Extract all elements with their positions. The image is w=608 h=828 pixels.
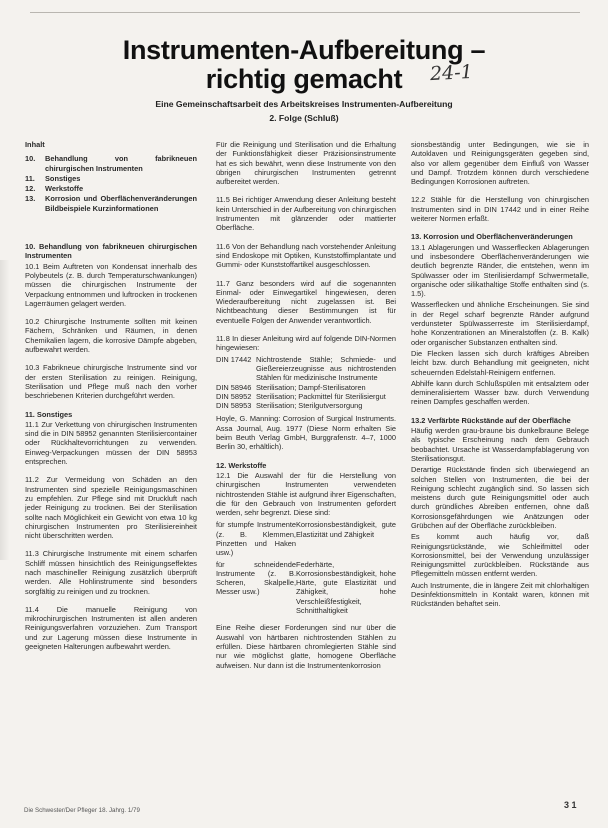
paragraph: 11.6 Von der Behandlung nach vorstehender Anleitung sind Endoskope mit Optiken, Kunststoffimplantate und Gummi- oder Kunststoffartikel ausgeschlossen.	[216, 241, 396, 270]
din-text: Sterilisation; Packmittel für Sterilisiergut	[256, 391, 386, 401]
toc-text: Korrosion und Oberflächenveränderungen Bildbeispiele Kurzinformationen	[45, 194, 197, 213]
toc-number: 11.	[25, 173, 35, 183]
paragraph: Auch Instrumente, die in längere Zeit mit chlorhaltigen Desinfektionsmitteln in Kontakt waren, können mit Rückständen behaftet sein.	[411, 580, 589, 609]
column-2	[216, 140, 396, 679]
paragraph: Die Flecken lassen sich durch kräftiges Abreiben leicht bzw. durch Behandlung mit geeigneten, nicht scheuernden Edelstahl-Reinigern entfernen.	[411, 348, 589, 377]
paragraph: 11.5 Bei richtiger Anwendung dieser Anleitung besteht kein Unterschied in der Aufbereitung von chirurgischen Instrumenten mit glänzender oder mattierter Oberfläche.	[216, 195, 396, 233]
footer-citation: Die Schwester/Der Pfleger 18. Jahrg. 1/79	[24, 807, 140, 814]
article-title	[0, 36, 608, 94]
paragraph: Wasserflecken und ähnliche Erscheinungen. Sie sind in der Regel scharf begrenzte Ränder aufgrund verdunsteter Spülwasserreste im Sterilisierdampf, hohe Konzentrationen an Mineralstoffen (z. B. Kalk) oder organischer Substanzen enthalten sind.	[411, 300, 589, 347]
din-number: DIN 58946	[216, 382, 252, 392]
toc-item	[25, 184, 197, 193]
paragraph: Abhilfe kann durch Schlußspülen mit entsalztem oder demineralisiertem Wasser bzw. durch Verwendung reinen Dampfes geschaffen werden.	[411, 378, 589, 407]
section-12-heading: 12. Werkstoffe	[216, 460, 267, 470]
title-line-1: Instrumenten-Aufbereitung –	[122, 35, 486, 65]
scan-shadow	[0, 260, 10, 560]
spacer	[25, 214, 197, 242]
paragraph: 11.2 Zur Vermeidung von Schäden an den Instrumenten sind spezielle Reinigungsmaschinen zu empfehlen. Zur Pflege sind mit Druckluft nach jeder Reinigung zu trocknen. Bei der Sterilisation sollte nach Möglichkeit ein Gewicht von etwa 10 kg chirurgischen Instrumenten pro Sterilisiereinheit nicht überschritten werden.	[25, 475, 197, 541]
paragraph: 11.3 Chirurgische Instrumente mit einem scharfen Schliff müssen hinsichtlich des Reinigungseffektes nach maschineller Reinigung zusätzlich überprüft werden. Alle Hohlinstrumente sind besonders sorgfältig zu reinigen und zu trocknen.	[25, 549, 197, 596]
paragraph: Eine Reihe dieser Forderungen sind nur über die Auswahl von härtbaren nichtrostenden Stählen zu erfüllen. Diese härtbaren chromlegierten Stähle sind nur wie möglichst glatte, homogene Oberfläche aufweisen. Nur dann ist die Instrumentenkorrosion	[216, 623, 396, 670]
requirement-definition: Federhärte, Korrosionsbeständigkeit, hohe Härte, gute Elastizität und Zähigkeit, hohe Verschleißfestigkeit, Schnitthaltigkeit	[296, 559, 396, 616]
paragraph: Hoyle, G. Manning: Corrosion of Surgical Instruments. Assa Journal, Aug. 1977 (Diese Norm erhalten Sie beim Beuth Verlag GmbH, Burggrafenstr. 4–7, 1000 Berlin 30, erhältlich).	[216, 414, 396, 452]
section-10-heading: 10. Behandlung von fabrikneuen chirurgischen Instrumenten	[25, 242, 197, 261]
paragraph: 10.1 Beim Auftreten von Kondensat innerhalb des Polybeutels (z. B. durch Temperaturschwankungen) müssen die chirurgischen Instrumente der Verpackung entnommen und luftrocken in trockenen Lagerräumen gelagert werden.	[25, 261, 197, 308]
toc-item	[25, 174, 197, 183]
paragraph: 11.7 Ganz besonders wird auf die sogenannten Einmal- oder Einwegartikel hingewiesen, deren Wiederaufbereitung nicht zugelassen ist. Bei Nichtbeachtung dieser Bestimmungen ist für eventuelle Folgen der Anwender verantwortlich.	[216, 278, 396, 325]
title-line-2: richtig gemacht	[205, 64, 403, 94]
din-text: Sterilisation; Dampf-Sterilisatoren	[256, 382, 366, 392]
din-text: Nichtrostende Stähle; Schmiede- und Gießereierzeugnisse aus nichtrostenden Stählen für medizinische Instrumente	[256, 354, 396, 383]
paragraph: 11.4 Die manuelle Reinigung von mikrochirurgischen Instrumenten ist allen anderen Reinigungsverfahren vorzuziehen. Zum Transport und zur Lagerung müssen diese Instrumente in geeigneten Halterungen aufbewahrt werden.	[25, 604, 197, 652]
din-row	[216, 392, 396, 401]
paragraph: 11.8 In dieser Anleitung wird auf folgende DIN-Normen hingewiesen:	[216, 334, 396, 353]
requirement-term: für stumpfe Instrumente (z. B. Klemmen, Pinzetten und Haken usw.)	[216, 520, 296, 558]
paragraph: 11.1 Zur Verkettung von chirurgischen Instrumenten sind die in DIN 58952 genannten Sterilisiercontainer oder Rückhaltevorrichtungen zu verwenden. Einweg-Verpackungen müssen der DIN 58953 entsprechen.	[25, 419, 197, 467]
paragraph: sionsbeständig unter Bedingungen, wie sie in Autoklaven und Reinigungsgeräten gegeben sind, also vor allem gegenüber dem Einfluß von Wasser und Dampf. Trotzdem können durch verschiedene Bedingungen Korrosionen auftreten.	[411, 140, 589, 187]
din-number: DIN 17442	[216, 354, 252, 364]
requirement-term: für schneidende Instrumente (z. B. Scheren, Skalpelle, Messer usw.)	[216, 559, 296, 597]
column-1	[25, 140, 197, 660]
paragraph: 13.1 Ablagerungen und Wasserflecken Ablagerungen und insbesondere Oberflächenveränderungen wie deutlich begrenzte Ränder, die entstehen, wenn im Spülwasser oder im Sterilisierdampf Schwermetalle, organische oder silikathaltige Stoffe enthalten sind (s. 1.5).	[411, 242, 589, 299]
paragraph: Es kommt auch häufig vor, daß Reinigungsrückstände, wie Schleifmittel oder Korrosionsmittel, bei der Verwendung unzulässiger Reinigungsmittel zurückbleiben. Rückstände aus Pflegemitteln müssen entfernt werden.	[411, 532, 589, 579]
toc-item	[25, 194, 197, 213]
page-number: 3 1	[564, 800, 577, 810]
toc-item	[25, 154, 197, 173]
toc-text: Behandlung von fabrikneuen chirurgischen Instrumenten	[45, 154, 197, 173]
subsection-13-2-heading: 13.2 Verfärbte Rückstände auf der Oberfläche	[411, 415, 571, 425]
din-number: DIN 58953	[216, 401, 252, 411]
toc-heading: Inhalt	[25, 140, 45, 149]
paragraph: 10.3 Fabrikneue chirurgische Instrumente sind vor der ersten Sterilisation zu reinigen. Reinigung, Sterilisation und Pflege muß nach den vorher beschriebenen Kriterien durchgeführt werden.	[25, 363, 197, 401]
requirement-definition: Korrosionsbeständigkeit, gute Elastizität und Zähigkeit	[296, 520, 396, 539]
toc-text: Werkstoffe	[45, 184, 84, 194]
toc-text: Sonstiges	[45, 173, 81, 183]
din-row	[216, 401, 396, 410]
handwritten-note: 24-1	[429, 60, 474, 86]
series-label: 2. Folge (Schluß)	[269, 113, 339, 123]
paragraph: 12.2 Stähle für die Herstellung von chirurgischen Instrumenten sind in DIN 17442 und in einer Reihe weiterer Normen erfaßt.	[411, 195, 589, 224]
section-11-heading: 11. Sonstiges	[25, 409, 73, 419]
paragraph: Derartige Rückstände finden sich überwiegend an solchen Stellen von Instrumenten, die bei der Reinigung schlecht zugänglich sind. So lassen sich meistens durch gute Reinigungsmittel oder auch durch gründliches Abreiben entfernen, ohne daß Korrosionsgefährdungen wie Anätzungen oder Grübchen auf der Oberfläche zurückbleiben.	[411, 465, 589, 530]
paragraph: Häufig werden grau-braune bis dunkelbraune Belege als typische Erscheinung nach dem Gebrauch beobachtet. Ursache ist Wasserdampfablagerung von Sterilisationsgut.	[411, 426, 589, 463]
din-row	[216, 383, 396, 392]
paragraph: Für die Reinigung und Sterilisation und die Erhaltung der Funktionsfähigkeit dieser Präzisionsinstrumente hat es sich bewährt, wenn diese Instrumente von den übrigen chirurgischen Instrumenten getrennt aufbereitet werden.	[216, 140, 396, 187]
paragraph: 12.1 Die Auswahl der für die Herstellung von chirurgischen Instrumenten verwendeten nichtrostenden Stähle ist aufgrund ihrer Eigenschaften, die für den Gebrauch von Instrumenten gefordert werden, sehr begrenzt. Diese sind:	[216, 470, 396, 518]
material-requirement-row	[216, 560, 396, 616]
paragraph: 10.2 Chirurgische Instrumente sollten mit keinen Fächern, Schränken und Räumen, in denen Chemikalien lagern, die korrosive Dämpfe abgeben, aufbewahrt werden.	[25, 317, 197, 355]
scan-edge-line	[30, 12, 580, 13]
din-row	[216, 355, 396, 383]
material-requirement-row	[216, 520, 396, 557]
toc-number: 10.	[25, 154, 36, 164]
article-subtitle: Eine Gemeinschaftsarbeit des Arbeitskreises Instrumenten-Aufbereitung	[155, 99, 453, 109]
section-13-heading: 13. Korrosion und Oberflächenveränderungen	[411, 232, 573, 242]
toc-number: 13.	[25, 194, 36, 204]
column-3	[411, 140, 589, 618]
toc-number: 12.	[25, 184, 36, 194]
din-text: Sterilisation; Sterilgutversorgung	[256, 401, 363, 411]
din-number: DIN 58952	[216, 391, 252, 401]
